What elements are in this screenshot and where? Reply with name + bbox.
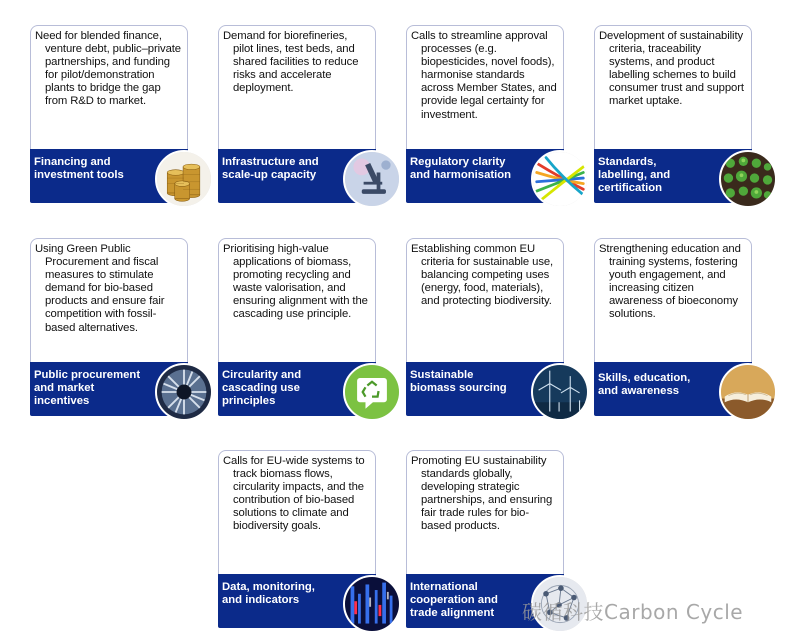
wind-turbine-icon bbox=[531, 363, 589, 421]
card-title: Standards, labelling, and certification bbox=[598, 156, 671, 195]
card-description: Establishing common EU criteria for sustainable use, balancing competing uses (energy, food, materials), and protecting biodiversity. bbox=[411, 243, 554, 308]
card-description: Demand for biorefineries, pilot lines, test beds, and shared facilities to reduce risks and accelerate deployment. bbox=[223, 30, 359, 95]
card-standards bbox=[594, 25, 752, 203]
seedlings-icon bbox=[719, 150, 777, 208]
card-description: Calls for EU-wide systems to track biomass flows, circularity impacts, and the contribution of bio-based solutions to climate and biodiversity goals. bbox=[223, 455, 365, 533]
card-biomass-sourcing bbox=[406, 238, 564, 416]
card-title: Skills, education, and awareness bbox=[598, 372, 691, 398]
card-description: Prioritising high-value applications of biomass, promoting recycling and waste valorisation, and ensuring alignment with the cascading use principle. bbox=[223, 243, 368, 321]
card-description: Using Green Public Procurement and fiscal measures to stimulate demand for bio-based products and ensure fair competition with fossil-based alternatives. bbox=[35, 243, 165, 334]
card-description: Need for blended finance, venture debt, public–private partnerships, and funding for pilot/demonstration plants to bridge the gap from R&D to market. bbox=[35, 30, 181, 108]
card-title: Financing and investment tools bbox=[34, 156, 124, 182]
card-financing bbox=[30, 25, 188, 203]
card-infrastructure bbox=[218, 25, 376, 203]
converging-lines-icon bbox=[531, 150, 589, 208]
card-title: Sustainable biomass sourcing bbox=[410, 369, 507, 395]
card-title: Public procurement and market incentives bbox=[34, 369, 141, 408]
turbine-blades-icon bbox=[155, 363, 213, 421]
coins-icon bbox=[155, 150, 213, 208]
recycle-icon bbox=[343, 363, 401, 421]
card-description: Promoting EU sustainability standards globally, developing strategic partnerships, and ensuring fair trade rules for bio-based products. bbox=[411, 455, 553, 533]
card-title: Regulatory clarity and harmonisation bbox=[410, 156, 512, 182]
card-title: Infrastructure and scale-up capacity bbox=[222, 156, 319, 182]
card-public-procurement bbox=[30, 238, 188, 416]
card-description: Calls to streamline approval processes (e.g. biopesticides, novel foods), harmonise standards across Member States, and provide legal certainty for investment. bbox=[411, 30, 557, 121]
card-description: Strengthening education and training systems, fostering youth engagement, and increasing citizen awareness of bioeconomy solutions. bbox=[599, 243, 741, 321]
card-title: Circularity and cascading use principles bbox=[222, 369, 302, 408]
card-circularity bbox=[218, 238, 376, 416]
card-regulatory bbox=[406, 25, 564, 203]
card-data-monitoring bbox=[218, 450, 376, 628]
open-book-icon bbox=[719, 363, 777, 421]
card-description: Development of sustainability criteria, traceability systems, and product labelling schemes to build consumer trust and support market uptake. bbox=[599, 30, 744, 108]
data-screens-icon bbox=[343, 575, 401, 633]
card-title: International cooperation and trade alignment bbox=[410, 581, 498, 620]
card-title: Data, monitoring, and indicators bbox=[222, 581, 315, 607]
microscope-icon bbox=[343, 150, 401, 208]
watermark-text: 碳循科技Carbon Cycle bbox=[522, 600, 744, 624]
card-skills bbox=[594, 238, 752, 416]
